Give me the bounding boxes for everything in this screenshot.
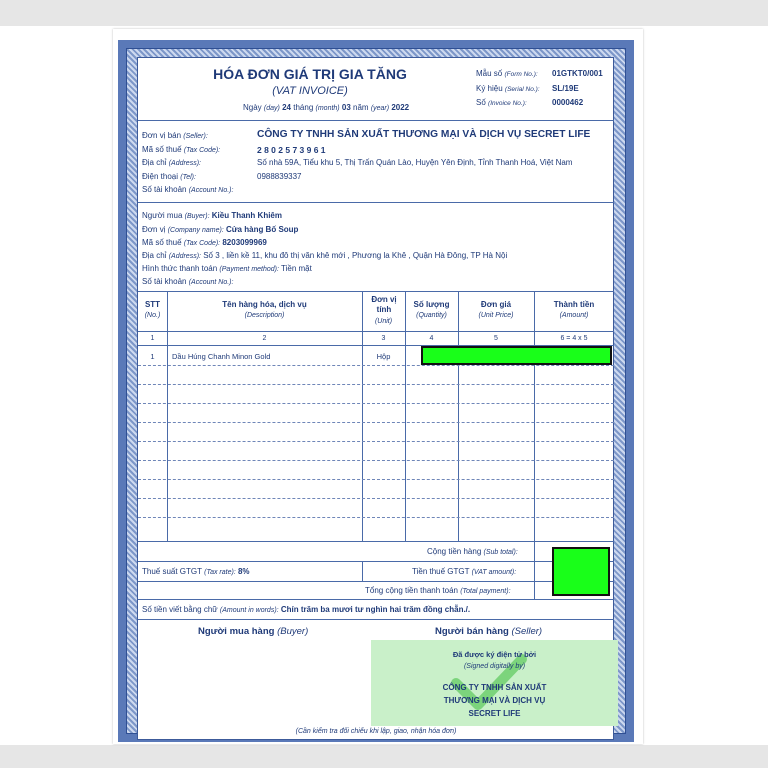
buyer-tax-code: 8203099969 bbox=[222, 238, 267, 247]
col-index: 2 bbox=[262, 335, 267, 342]
row-description: Dầu Húng Chanh Minon Gold bbox=[172, 352, 271, 361]
seller-address-label: Địa chỉ (Address): bbox=[142, 158, 201, 167]
buyer-account-label: Số tài khoản (Account No.): bbox=[142, 277, 234, 286]
col-header-unit: Đơn vị tính bbox=[371, 295, 397, 314]
seller-tax-code: 2 8 0 2 5 7 3 9 6 1 bbox=[257, 145, 326, 155]
serial-number: SL/19E bbox=[552, 84, 579, 93]
footer-note: (Cần kiểm tra đối chiếu khi lập, giao, nhận hóa đơn) bbox=[295, 728, 457, 735]
serial-label: Ký hiệu (Serial No.): bbox=[476, 84, 540, 93]
seller-signature-label: Người bán hàng (Seller) bbox=[435, 626, 543, 637]
row-unit: Hộp bbox=[376, 352, 391, 361]
signed-company-line-2: THƯƠNG MẠI VÀ DỊCH VỤ bbox=[443, 696, 546, 705]
buyer-tax-row: Mã số thuế (Tax Code): 8203099969 bbox=[142, 238, 267, 247]
col-index: 1 bbox=[150, 335, 155, 342]
col-header-amount: Thành tiền bbox=[553, 300, 595, 309]
col-header-description: Tên hàng hóa, dịch vụ bbox=[222, 300, 307, 309]
tax-rate: 8% bbox=[237, 567, 250, 576]
background-bottom bbox=[0, 745, 768, 768]
buyer-payment: Tiền mặt bbox=[281, 264, 312, 273]
col-header-amount-en: (Amount) bbox=[559, 312, 589, 319]
row-no: 1 bbox=[150, 352, 155, 361]
total-payment-label: Tổng cộng tiền thanh toán (Total payment): bbox=[365, 586, 511, 595]
form-label: Mẫu số (Form No.): bbox=[476, 69, 538, 78]
col-index: 4 bbox=[429, 335, 434, 342]
buyer-company: Cửa hàng Bố Soup bbox=[225, 225, 299, 234]
invoice-subtitle: (VAT INVOICE) bbox=[272, 85, 348, 97]
buyer-company-row: Đơn vị (Company name): Cửa hàng Bố Soup bbox=[142, 225, 299, 234]
divider bbox=[138, 120, 614, 121]
buyer-name-row: Người mua (Buyer): Kiều Thanh Khiêm bbox=[142, 211, 282, 220]
redacted-totals bbox=[552, 547, 610, 596]
seller-name: CÔNG TY TNHH SẢN XUẤT THƯƠNG MẠI VÀ DỊCH VỤ SECRET LIFE bbox=[257, 129, 591, 140]
col-header-no-en: (No.) bbox=[144, 312, 161, 319]
col-header-no: STT bbox=[144, 300, 161, 309]
col-header-description-en: (Description) bbox=[244, 312, 285, 319]
col-header-quantity: Số lượng bbox=[413, 300, 450, 309]
signed-company-line-3: SECRET LIFE bbox=[468, 709, 521, 718]
invoice-date: Ngày (day) 24 tháng (month) 03 năm (year) 2022 bbox=[243, 103, 410, 112]
amount-in-words: Chín trăm ba mươi tư nghìn hai trăm đồng chẵn./. bbox=[280, 605, 471, 614]
seller-phone-label: Điện thoại (Tel): bbox=[142, 172, 196, 181]
col-header-quantity-en: (Quantity) bbox=[416, 312, 447, 319]
invoice-number-label: Số (Invoice No.): bbox=[476, 98, 527, 107]
signed-line-2: (Signed digitally by) bbox=[463, 663, 526, 670]
col-index: 6 = 4 x 5 bbox=[560, 335, 588, 342]
col-header-unit-price-en: (Unit Price) bbox=[478, 312, 514, 319]
divider bbox=[138, 202, 614, 203]
col-index: 3 bbox=[381, 335, 386, 342]
seller-phone: 0988839337 bbox=[257, 172, 302, 181]
buyer-address: Số 3 , liền kề 11, khu đô thị văn khê mới , Phương la Khê , Quận Hà Đông, TP Hà Nội bbox=[203, 251, 508, 260]
buyer-name: Kiều Thanh Khiêm bbox=[211, 211, 282, 220]
invoice-number: 0000462 bbox=[552, 98, 584, 107]
seller-account-label: Số tài khoản (Account No.): bbox=[142, 185, 234, 194]
form-number: 01GTKT0/001 bbox=[552, 69, 603, 78]
col-header-unit-en: (Unit) bbox=[374, 318, 393, 325]
invoice-title: HÓA ĐƠN GIÁ TRỊ GIA TĂNG bbox=[213, 66, 407, 82]
redacted-row-values bbox=[421, 346, 612, 365]
seller-tax-label: Mã số thuế (Tax Code): bbox=[142, 145, 221, 154]
seller-name-label: Đơn vị bán (Seller): bbox=[142, 131, 208, 140]
amount-in-words-row: Số tiền viết bằng chữ (Amount in words): Chín trăm ba mươi tư nghìn hai trăm đồng chẵn./. bbox=[142, 605, 471, 614]
subtotal-label: Cộng tiền hàng (Sub total): bbox=[427, 547, 518, 556]
buyer-payment-row: Hình thức thanh toán (Payment method): Tiền mặt bbox=[142, 264, 312, 273]
col-header-unit-price: Đơn giá bbox=[480, 300, 512, 309]
signed-line-1: Đã được ký điện tử bởi bbox=[452, 650, 537, 659]
buyer-signature-label: Người mua hàng (Buyer) bbox=[198, 626, 309, 637]
col-index: 5 bbox=[494, 335, 498, 342]
buyer-address-row: Địa chỉ (Address): Số 3 , liền kề 11, khu đô thị văn khê mới , Phương la Khê , Quận Hà Đông, TP Hà Nội bbox=[142, 251, 508, 260]
tax-rate-row: Thuế suất GTGT (Tax rate): 8% bbox=[142, 567, 250, 576]
signed-company-line-1: CÔNG TY TNHH SẢN XUẤT bbox=[442, 683, 547, 692]
seller-address: Số nhà 59A, Tiểu khu 5, Thị Trấn Quán Lào, Huyện Yên Định, Tỉnh Thanh Hoá, Việt Nam bbox=[257, 158, 573, 167]
vat-amount-label: Tiền thuế GTGT (VAT amount): bbox=[412, 567, 517, 576]
background-top bbox=[0, 0, 768, 26]
